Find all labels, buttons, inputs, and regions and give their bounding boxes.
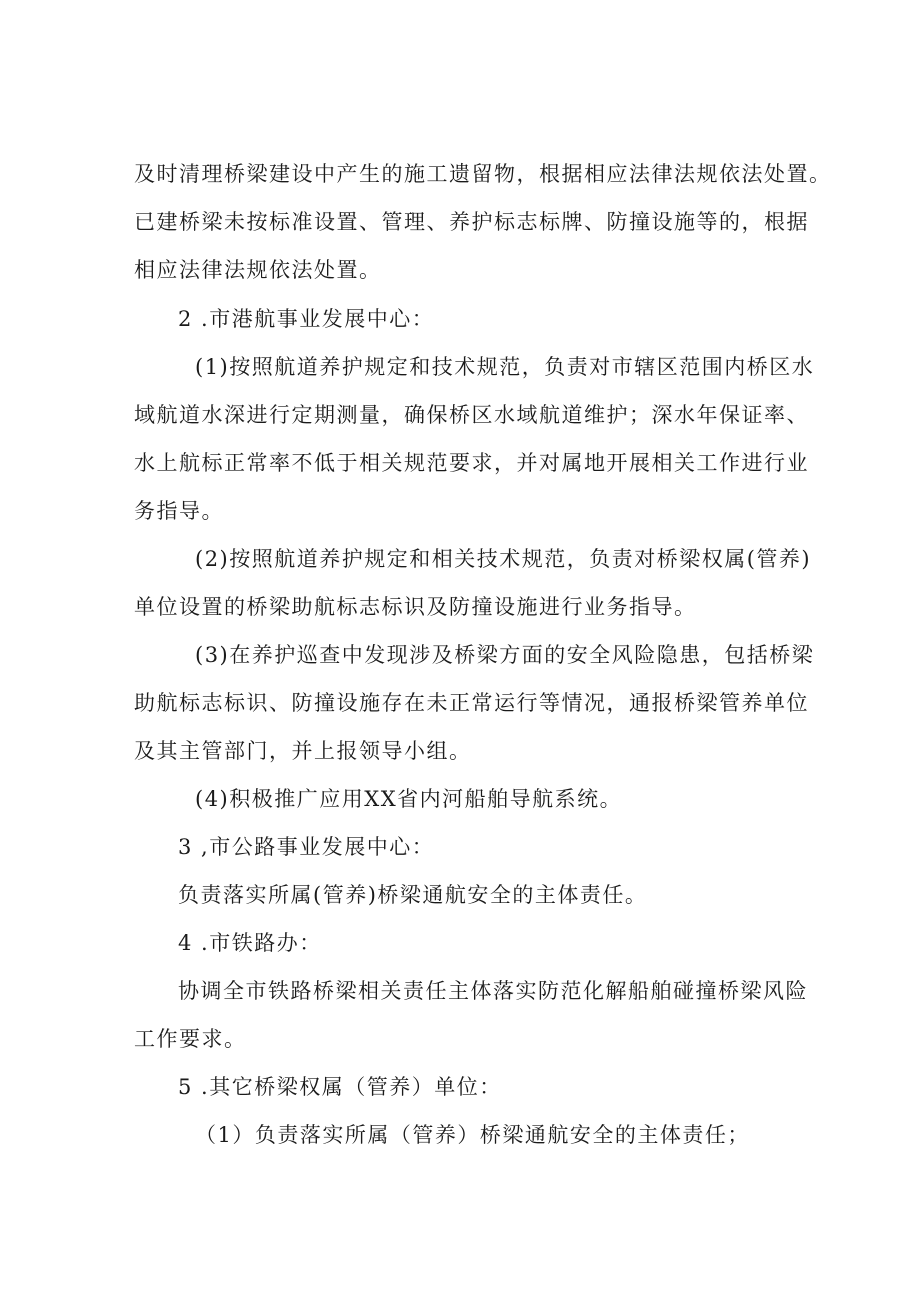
body-text-line: 负责落实所属(管养)桥梁通航安全的主体责任。 [178, 883, 648, 907]
body-text-line: 及其主管部门，并上报领导小组。 [134, 739, 472, 763]
list-item-text: (4)积极推广应用XX省内河船舶导航系统。 [195, 787, 623, 811]
body-text-line: 水上航标正常率不低于相关规范要求，并对属地开展相关工作进行业 [134, 451, 809, 475]
list-item-text: (3)在养护巡查中发现涉及桥梁方面的安全风险隐患，包括桥梁 [195, 643, 815, 667]
body-text-line: 已建桥梁未按标准设置、管理、养护标志标牌、防撞设施等的，根据 [134, 210, 809, 234]
body-text-line: 工作要求。 [134, 1027, 247, 1051]
list-item-text: (1)按照航道养护规定和技术规范，负责对市辖区范围内桥区水 [195, 355, 815, 379]
section-heading: 2 .市港航事业发展中心： [178, 307, 435, 331]
section-heading: 3 ,市公路事业发展中心： [178, 835, 435, 859]
list-item-text: （1）负责落实所属（管养）桥梁通航安全的主体责任； [195, 1123, 750, 1147]
body-text-line: 单位设置的桥梁助航标志标识及防撞设施进行业务指导。 [134, 595, 697, 619]
body-text-line: 务指导。 [134, 499, 224, 523]
section-heading: 5 .其它桥梁权属（管养）单位： [178, 1075, 502, 1099]
body-text-line: 相应法律法规依法处置。 [134, 258, 382, 282]
body-text-line: 域航道水深进行定期测量，确保桥区水域航道维护；深水年保证率、 [134, 403, 809, 427]
body-text-line: 助航标志标识、防撞设施存在未正常运行等情况，通报桥梁管养单位 [134, 691, 809, 715]
section-heading: 4 .市铁路办： [178, 931, 322, 955]
body-text-line: 协调全市铁路桥梁相关责任主体落实防范化解船舶碰撞桥梁风险 [178, 979, 808, 1003]
list-item-text: (2)按照航道养护规定和相关技术规范，负责对桥梁权属(管养) [195, 547, 812, 571]
body-text-line: 及时清理桥梁建设中产生的施工遗留物，根据相应法律法规依法处置。 [134, 162, 832, 186]
